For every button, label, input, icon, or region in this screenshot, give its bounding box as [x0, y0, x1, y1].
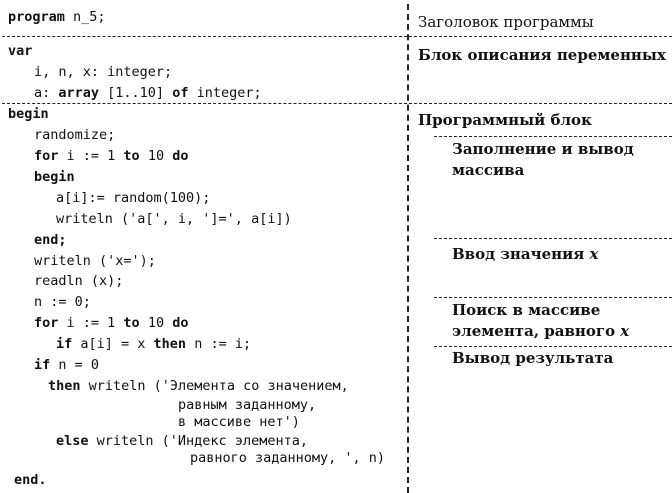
var-keyword: var [8, 43, 33, 59]
message-line-2: равным заданному, [178, 397, 317, 413]
fill-separator [434, 136, 672, 137]
writeln-array-line: writeln ('a[', i, ']=', a[i]) [56, 211, 292, 227]
then-writeln-line: then writeln ('Элемента со значением, [48, 378, 349, 394]
vars-annotation-separator [409, 103, 672, 104]
search-annotation-1: Поиск в массиве [452, 301, 601, 319]
vars-annotation: Блок описания переменных [418, 46, 666, 64]
begin-keyword: begin [8, 106, 49, 122]
var-decl-2: a: array [1..10] of integer; [34, 85, 262, 101]
header-annotation-separator [409, 36, 672, 37]
writeln-x-line: writeln ('x='); [34, 253, 156, 269]
program-line: program n_5; [8, 9, 106, 25]
fill-annotation-1: Заполнение и вывод [452, 140, 634, 158]
if-line-1: if a[i] = x then n := i; [56, 336, 252, 352]
vars-separator [2, 103, 407, 104]
message-line-3: в массиве нет') [178, 414, 300, 430]
fill-annotation-2: массива [452, 161, 525, 179]
program-block-annotation: Программный блок [418, 111, 592, 129]
var-decl-1: i, n, x: integer; [34, 64, 173, 80]
output-separator [434, 346, 672, 347]
search-annotation-2: элемента, равного x [452, 322, 630, 340]
randomize-line: randomize; [34, 127, 116, 143]
index-line-2: равного заданному, ', n) [190, 450, 386, 466]
inner-begin-keyword: begin [34, 169, 75, 185]
search-separator [434, 297, 672, 298]
readln-line: readln (x); [34, 273, 124, 289]
input-annotation: Ввод значения x [452, 245, 599, 263]
input-separator [434, 238, 672, 239]
final-end-keyword: end. [14, 472, 47, 488]
n-zero-line: n := 0; [34, 294, 91, 310]
header-annotation: Заголовок программы [418, 13, 594, 31]
header-separator [2, 36, 407, 37]
for-line-1: for i := 1 to 10 do [34, 148, 189, 164]
for-line-2: for i := 1 to 10 do [34, 315, 189, 331]
if-line-2: if n = 0 [34, 357, 100, 373]
output-annotation: Вывод результата [452, 349, 614, 367]
end-keyword: end; [34, 232, 67, 248]
else-writeln-line: else writeln ('Индекс элемента, [56, 433, 308, 449]
column-divider [407, 4, 409, 493]
assign-line: a[i]:= random(100); [56, 190, 211, 206]
